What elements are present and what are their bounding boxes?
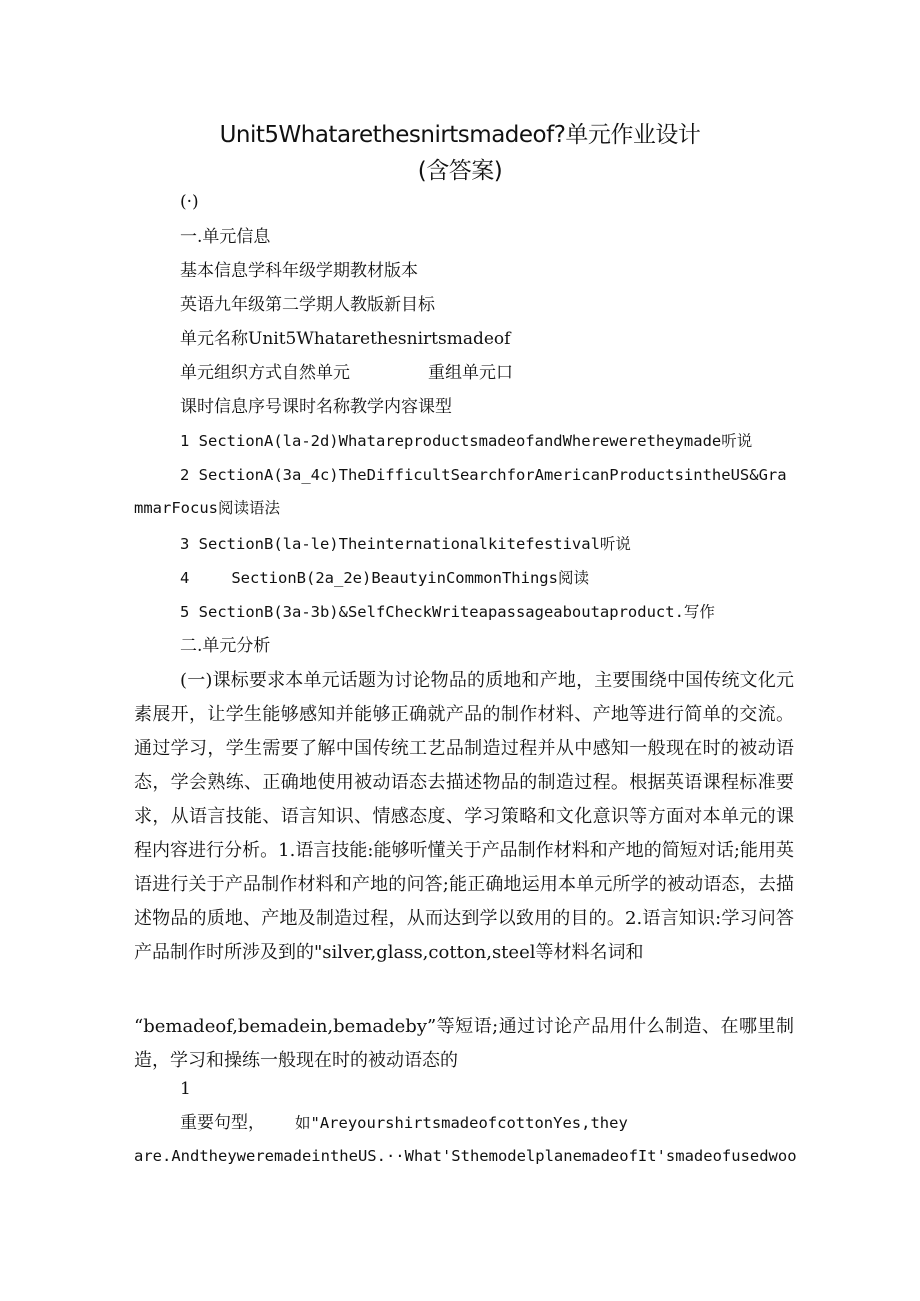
- info-row-values: 英语九年级第二学期人教版新目标: [180, 295, 435, 315]
- section1-heading: 一.单元信息: [180, 227, 271, 247]
- analysis-continued: “bemadeof,bemadein,bemadeby”等短语;通过讨论产品用什么制造、在哪里制造，学习和操练一般现在时的被动语态的: [134, 1016, 794, 1071]
- lesson-4-number: 4: [180, 569, 190, 587]
- organization-natural: 单元组织方式自然单元: [180, 363, 350, 383]
- info-row-basic: 基本信息学科年级学期教材版本: [180, 261, 418, 281]
- lesson-3: 3 SectionB(la-le)Theinternationalkitefestival听说: [180, 535, 631, 553]
- lesson-2-continued: mmarFocus阅读语法: [134, 499, 280, 517]
- key-sentences-line: [180, 1115, 628, 1132]
- lesson-4-text: SectionB(2a_2e)BeautyinCommonThings阅读: [231, 569, 589, 587]
- key-sentences-example: 如"AreyourshirtsmadeofcottonYes,they: [295, 1114, 628, 1132]
- key-sentences-continued: are.AndtheyweremadeintheUS.··What'SthemodelplanemadeofIt'smadeofusedwoo: [134, 1147, 797, 1165]
- page-number: 1: [180, 1079, 191, 1099]
- section2-heading: 二.单元分析: [180, 636, 271, 656]
- key-sentences-label: 重要句型，: [180, 1113, 265, 1133]
- lesson-5: 5 SectionB(3a-3b)&SelfCheckWriteapassageaboutaproduct.写作: [180, 603, 715, 621]
- document-subtitle: (含答案): [417, 158, 503, 184]
- info-row-unit-name: 单元名称Unit5Whatarethesnirtsmadeof: [180, 329, 511, 349]
- section-marker: (·): [180, 192, 199, 212]
- lesson-4: [180, 571, 589, 587]
- info-row-organization: [180, 365, 513, 382]
- lesson-2: 2 SectionA(3a_4c)TheDifficultSearchforAmericanProductsintheUS&Gra: [180, 466, 787, 484]
- info-row-lessons-header: 课时信息序号课时名称教学内容课型: [180, 397, 452, 417]
- analysis-paragraph: (一)课标要求本单元话题为讨论物品的质地和产地，主要围绕中国传统文化元素展开，让学生能够感知并能够正确就产品的制作材料、产地等进行简单的交流。通过学习，学生需要了解中国传统工艺品制造过程并从中感知一般现在时的被动语态，学会熟练、正确地使用被动语态去描述物品的制造过程。根据英语课程标准要求，从语言技能、语言知识、情感态度、学习策略和文化意识等方面对本单元的课程内容进行分析。1.语言技能:能够听懂关于产品制作材料和产地的简短对话;能用英语进行关于产品制作材料和产地的问答;能正确地运用本单元所学的被动语态，去描述物品的质地、产地及制造过程，从而达到学以致用的目的。2.语言知识:学习问答产品制作时所涉及到的"silver,glass,cotton,steel等材料名词和: [134, 670, 794, 963]
- organization-regroup: 重组单元口: [428, 363, 513, 383]
- lesson-1: 1 SectionA(la-2d)WhatareproductsmadeofandWhereweretheymade听说: [180, 432, 753, 450]
- document-title: Unit5Whatarethesnirtsmadeof?单元作业设计: [219, 122, 701, 148]
